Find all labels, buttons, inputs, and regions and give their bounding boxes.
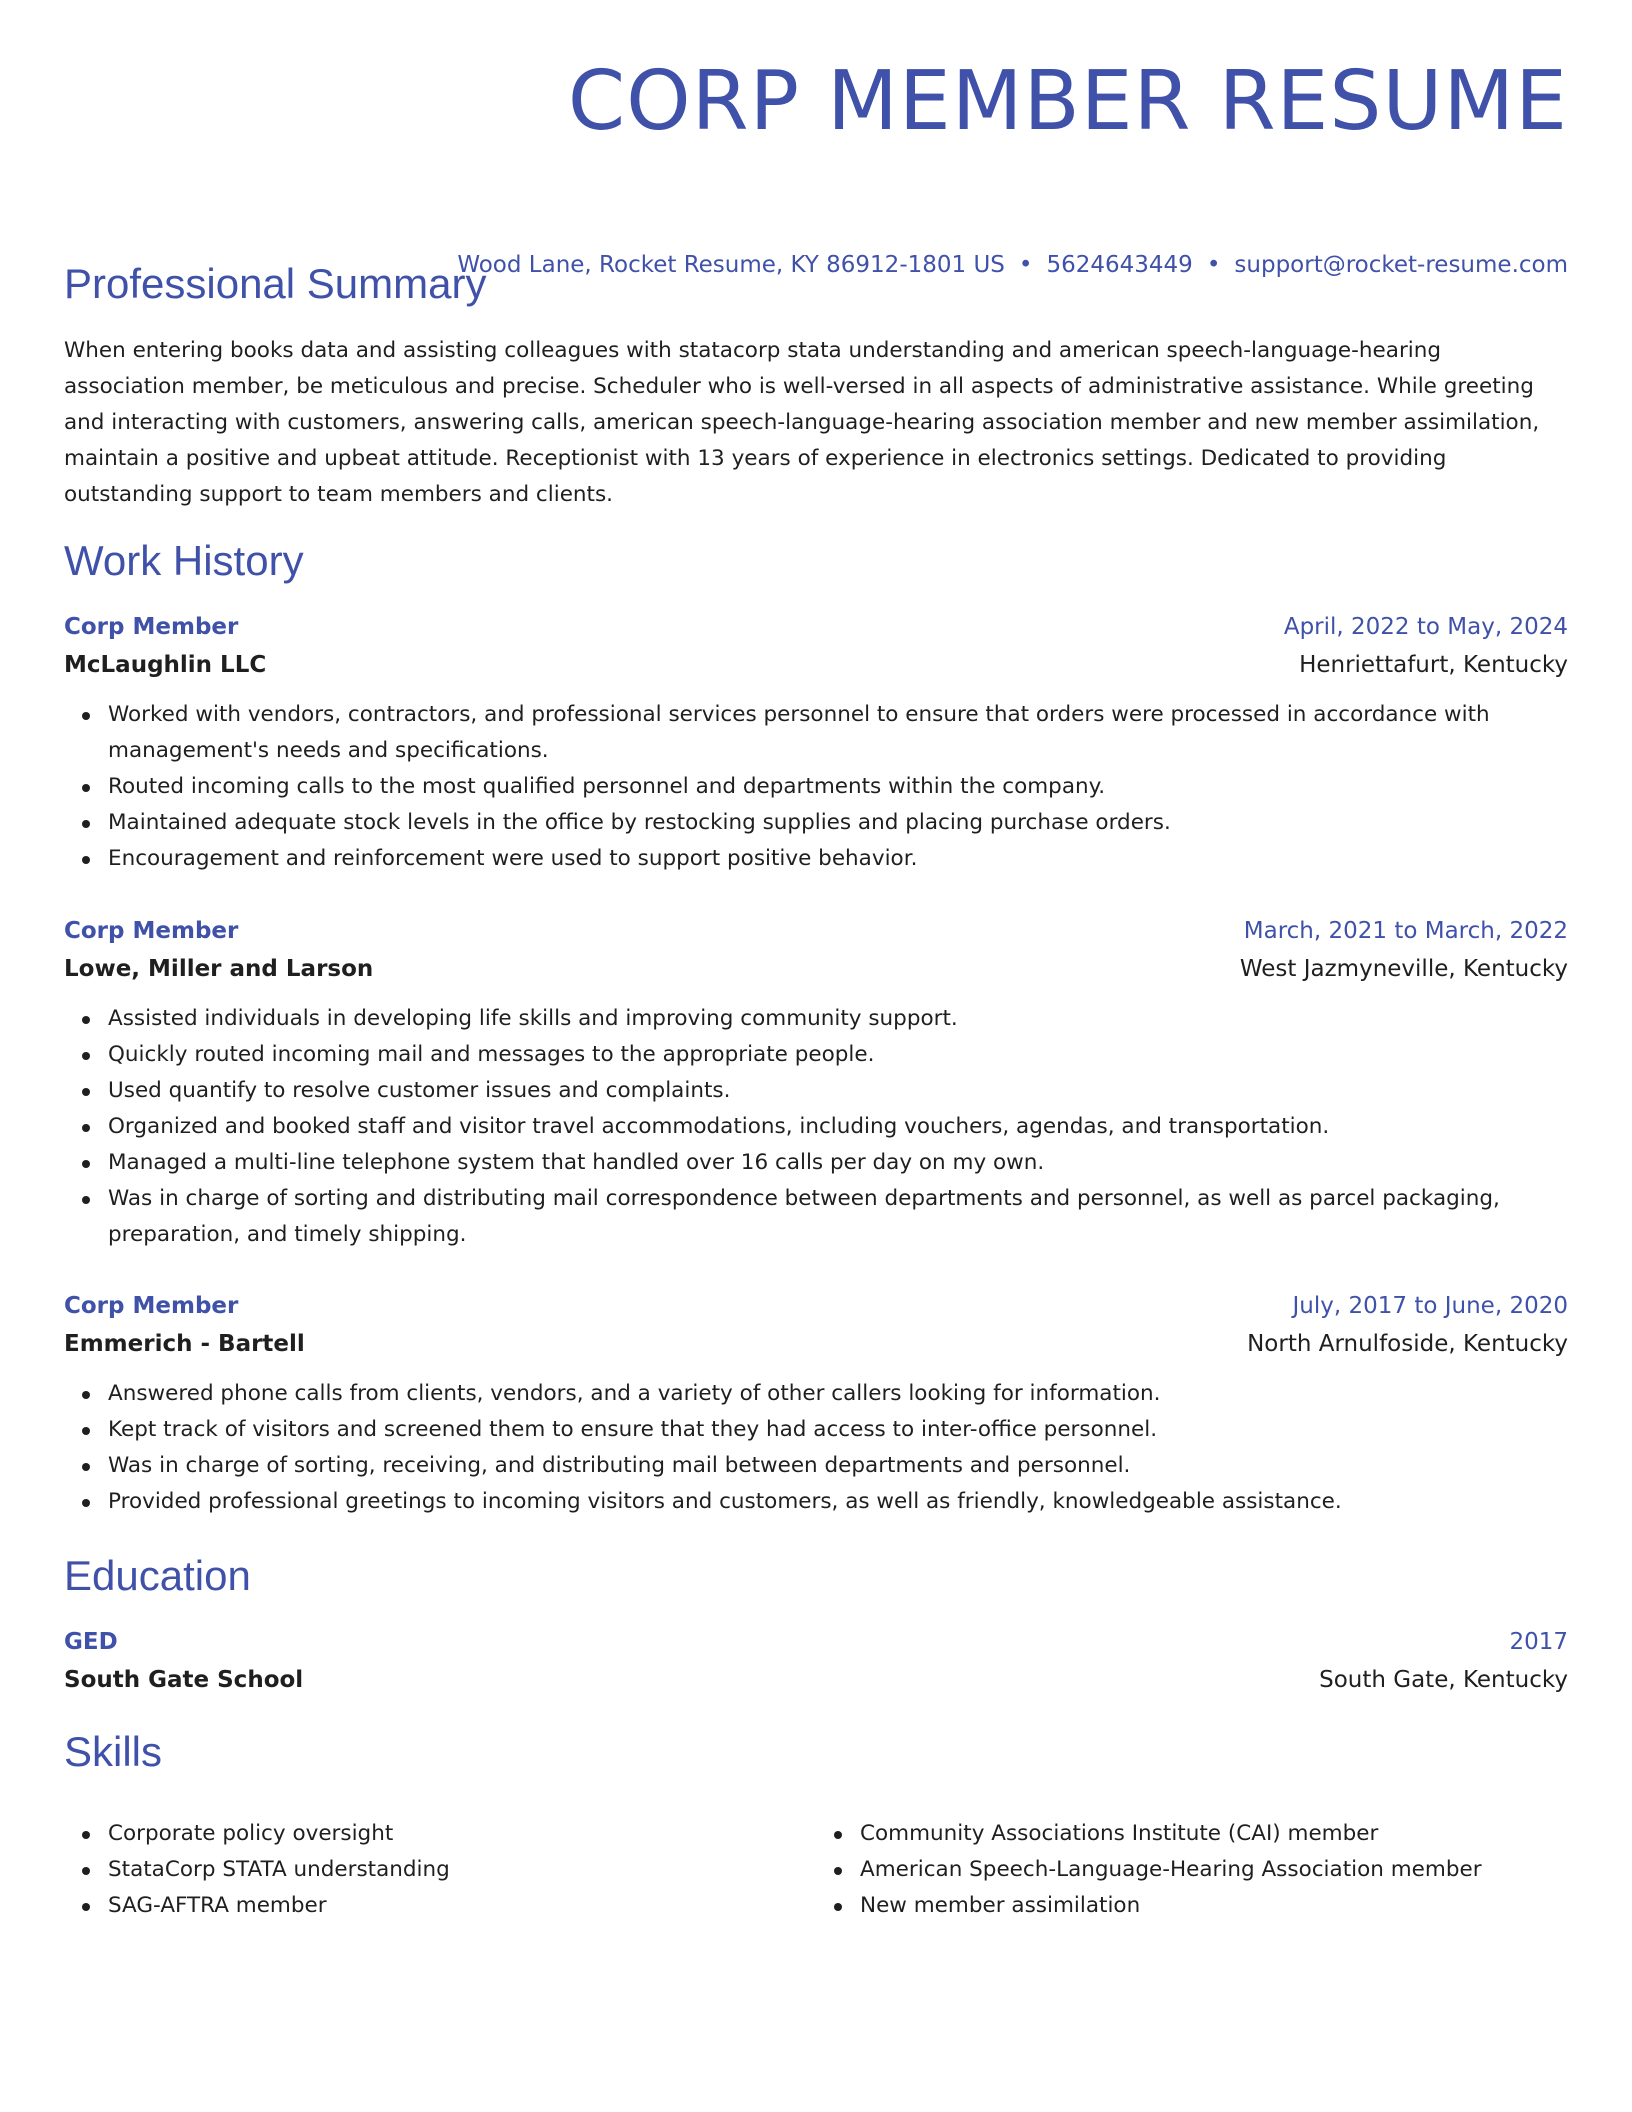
job-title: Corp Member [64,918,239,944]
job-location: North Arnulfoside, Kentucky [1247,1331,1568,1357]
contact-separator: • [1206,252,1221,278]
job-entry [64,609,1568,877]
skills-column-right [816,1816,1568,1924]
section-title-work-history: Work History [64,537,304,584]
job-location: Henriettafurt, Kentucky [1299,652,1568,678]
job-bullet: Assisted individuals in developing life skills and improving community support. [108,1001,1568,1037]
skill-item: Corporate policy oversight [108,1816,816,1852]
education-entry [64,1624,1568,1700]
job-bullet: Provided professional greetings to incoming visitors and customers, as well as friendly, knowledgeable assistance. [108,1484,1568,1520]
job-bullet: Worked with vendors, contractors, and professional services personnel to ensure that orders were processed in accordance with management's needs and specifications. [108,697,1568,769]
job-bullets [64,1376,1568,1520]
job-entry [64,1288,1568,1520]
job-bullet: Quickly routed incoming mail and messages to the appropriate people. [108,1037,1568,1073]
education-school: South Gate School [64,1667,304,1693]
job-company: Lowe, Miller and Larson [64,956,374,982]
skills-column-left [64,1816,816,1924]
job-bullet: Was in charge of sorting, receiving, and distributing mail between departments and personnel. [108,1448,1568,1484]
job-bullet: Encouragement and reinforcement were used to support positive behavior. [108,841,1568,877]
summary-text: When entering books data and assisting colleagues with statacorp stata understanding and american speech-language-hearing association member, be meticulous and precise. Scheduler who is well-versed in all aspects of administrative assistance. While greeting and interacting with customers, answering calls, american speech-language-hearing association member and new member assimilation, maintain a positive and upbeat attitude. Receptionist with 13 years of experience in electronics settings. Dedicated to providing outstanding support to team members and clients. [64,338,1540,507]
job-bullet: Routed incoming calls to the most qualified personnel and departments within the company. [108,769,1568,805]
skill-item: New member assimilation [860,1888,1568,1924]
contact-line [457,250,1568,280]
education-year: 2017 [1509,1629,1568,1655]
section-title-education: Education [64,1552,251,1599]
education-location: South Gate, Kentucky [1319,1667,1568,1693]
section-title-summary: Professional Summary [64,260,487,307]
contact-address: Wood Lane, Rocket Resume, KY 86912-1801 US [457,252,1005,278]
job-title: Corp Member [64,1293,239,1319]
job-company: McLaughlin LLC [64,652,267,678]
job-dates: July, 2017 to June, 2020 [1292,1293,1568,1319]
job-bullet: Managed a multi-line telephone system that handled over 16 calls per day on my own. [108,1145,1568,1181]
skills-list [64,1816,1568,1924]
contact-phone: 5624643449 [1046,252,1193,278]
contact-email: support@rocket-resume.com [1234,252,1568,278]
skill-item: SAG-AFTRA member [108,1888,816,1924]
education-degree: GED [64,1629,118,1655]
job-bullet: Answered phone calls from clients, vendors, and a variety of other callers looking for information. [108,1376,1568,1412]
job-bullets [64,697,1568,877]
job-dates: April, 2022 to May, 2024 [1283,614,1568,640]
skill-item: StataCorp STATA understanding [108,1852,816,1888]
job-bullet: Kept track of visitors and screened them to ensure that they had access to inter-office personnel. [108,1412,1568,1448]
job-location: West Jazmyneville, Kentucky [1239,956,1568,982]
job-entry [64,913,1568,1253]
job-bullets [64,1001,1568,1253]
resume-name: CORP MEMBER RESUME [567,54,1568,149]
job-bullet: Organized and booked staff and visitor travel accommodations, including vouchers, agendas, and transportation. [108,1109,1568,1145]
skill-item: American Speech-Language-Hearing Association member [860,1852,1568,1888]
skill-item: Community Associations Institute (CAI) member [860,1816,1568,1852]
job-bullet: Used quantify to resolve customer issues and complaints. [108,1073,1568,1109]
job-dates: March, 2021 to March, 2022 [1243,918,1568,944]
section-title-skills: Skills [64,1728,163,1775]
job-title: Corp Member [64,614,239,640]
job-company: Emmerich - Bartell [64,1331,305,1357]
job-bullet: Was in charge of sorting and distributing mail correspondence between departments and personnel, as well as parcel packaging, preparation, and timely shipping. [108,1181,1568,1253]
job-bullet: Maintained adequate stock levels in the office by restocking supplies and placing purchase orders. [108,805,1568,841]
contact-separator: • [1018,252,1033,278]
